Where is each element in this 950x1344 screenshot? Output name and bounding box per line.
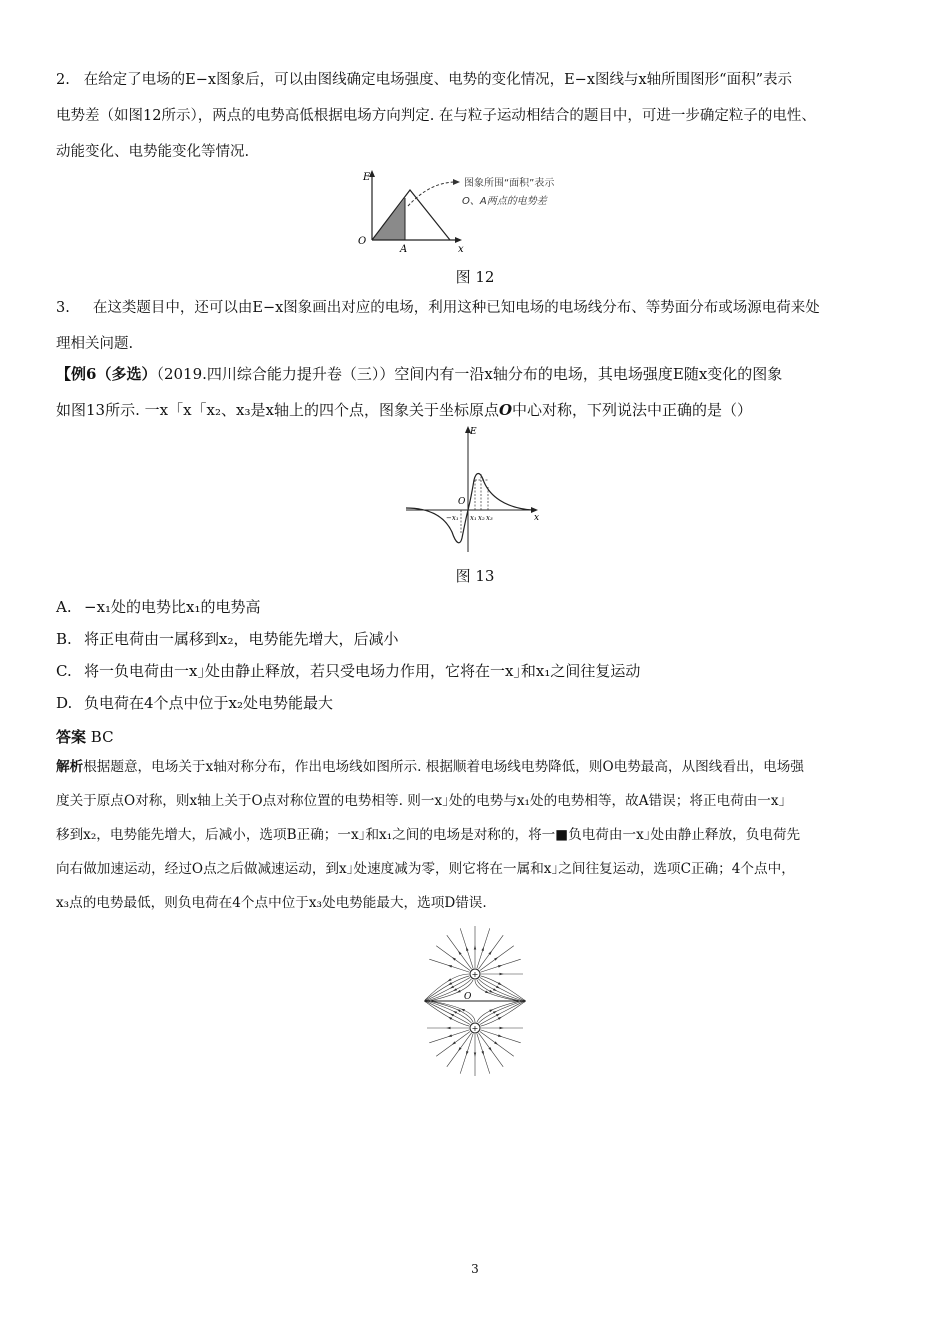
field-line-arrow [500,973,504,975]
field-line-arrow [498,965,502,968]
field-line-arrow [500,1027,504,1029]
field-line-arrow [448,1017,452,1020]
field-line-arrow [498,982,502,985]
e-axis-label: E [363,172,371,183]
option-a [56,596,261,617]
field-line-arrow [448,965,452,968]
field-line [479,979,526,1002]
field-line-arrow [496,986,500,989]
figure-12-graph [350,168,610,260]
field-line-arrow [447,978,451,981]
analysis-label: 解析 [56,759,84,775]
field-line-arrow [453,1011,457,1014]
paragraph-2-line-3: 动能变化、电势能变化等情况. [56,144,250,160]
example-6-line-1: 【例6（多选）（2019.四川综合能力提升卷（三））空间内有一沿x轴分布的电场，其电场强度E随x变化的图象 [56,365,783,383]
annotation-pointer-arrow [453,179,460,185]
field-line-arrow [448,1034,452,1037]
figure-12-caption: 图 12 [455,268,495,286]
tick-label-neg-x1: −x₁ [446,514,459,522]
origin-symbol: O [498,401,513,419]
option-c [56,660,640,681]
point-a-label: A [400,244,408,255]
field-line-arrow [457,1009,461,1012]
field-lines-figure [420,922,530,1080]
option-d [56,692,333,713]
x-axis-label: x [534,513,540,523]
paragraph-2 [56,62,896,170]
field-line-arrow [496,1014,500,1017]
paragraph-2-line-2: 电势差（如图12所示），两点的电势高低根据电场方向判定. 在与粒子运动相结合的题目中，可进一步确定粒子的电性、 [56,108,816,124]
x-axis-label: x [458,244,464,255]
analysis-line-3: 移到x₂，电势能先增大，后减小，选项B正确；一x｣和x₁之间的电场是对称的，将一■负电荷由一x｣处由静止释放，负电荷先 [56,827,801,843]
field-line-arrow [457,990,461,993]
option-c-label: C. [56,662,72,680]
figure-13-graph [400,422,550,557]
field-line-arrow [498,1034,502,1037]
upper-charge-sign: + [471,970,479,979]
e-x-curve [406,474,532,543]
field-line [477,1000,525,1022]
origin-label: O [358,236,367,247]
field-line-arrow [448,982,452,985]
field-line-arrow [453,988,457,991]
field-line-arrow [481,1051,484,1055]
field-line-arrow [493,988,497,991]
field-line-arrow [450,1014,454,1017]
answer-value: BC [90,728,114,746]
option-b [56,628,398,649]
field-line-arrow [489,1009,493,1012]
field-line-arrow [498,1017,502,1020]
option-b-text: 将正电荷由一属移到x₂，电势能先增大，后减小 [84,630,399,648]
option-c-text: 将一负电荷由一x｣处由静止释放，若只受电场力作用，它将在一x｣和x₁之间往复运动 [84,662,641,680]
tick-label-x3: x₃ [486,514,493,522]
field-line [425,1001,469,1026]
field-line [425,976,469,1001]
tick-label-x2: x₂ [478,514,485,522]
paragraph-3-number: 3. [56,300,70,316]
example-tag: 例6（多选） [71,365,157,383]
field-line [425,1000,472,1023]
paragraph-3-line-2: 理相关问题. [56,336,134,352]
analysis-line-4: 向右做加速运动，经过O点之后做减速运动，到x｣处速度减为零，则它将在一属和x｣之间往复运动，选项C正确；4个点中， [56,861,795,877]
analysis [56,750,896,920]
field-line-arrow [481,947,484,951]
tick-label-x1: x₁ [470,514,477,522]
x-axis-arrow [455,237,462,243]
analysis-line-5: x₃点的电势最低，则负电荷在4个点中位于x₃处电势能最大，选项D错误. [56,895,487,911]
analysis-line-1: 解析根据题意，电场关于x轴对称分布，作出电场线如图所示. 根据顺着电场线电势降低，则O电势最高，从图线看出，电场强 [56,759,804,775]
field-line-arrow [466,947,469,951]
example-6 [56,356,896,428]
analysis-line-2: 度关于原点O对称，则x轴上关于O点对称位置的电势相等. 则一x｣处的电势与x₁处的电势相等，故A错误；将正电荷由一x｣ [56,793,786,809]
field-line-arrow [489,990,493,993]
field-line-arrow [450,986,454,989]
paragraph-3 [56,290,896,362]
paragraph-3-line-1: 3. 在这类题目中，还可以由E−x图象画出对应的电场，利用这种已知电场的电场线分布、等势面分布或场源电荷来处 [56,300,820,316]
annotation-pointer [408,182,456,206]
page-number: 3 [471,1262,479,1276]
field-line [481,976,525,1001]
answer [56,726,114,747]
field-line-arrow [485,991,489,994]
lower-charge-sign: + [471,1024,479,1033]
field-origin-label: O [464,992,472,1002]
origin-label: O [458,497,466,507]
paragraph-2-number: 2. [56,72,70,88]
option-d-text: 负电荷在4个点中位于x₂处电势能最大 [84,694,334,712]
field-line-arrow [474,1053,476,1057]
annotation-text-1: 图象所围“面积”表示 [464,178,555,189]
field-line-arrow [461,1009,465,1012]
answer-label: 答案 [56,728,87,746]
field-line [481,1001,525,1026]
field-line-arrow [493,1011,497,1014]
field-line [479,1000,526,1023]
paragraph-2-line-1: 2. 在给定了电场的E−x图象后，可以由图线确定电场强度、电势的变化情况，E−x图线与x轴所围图形“面积”表示 [56,72,792,88]
option-d-label: D. [56,694,73,712]
option-a-label: A. [56,598,72,616]
e-axis-label: E [470,427,477,437]
option-b-label: B. [56,630,72,648]
example-6-line-2: 如图13所示. 一x「x「x₂、x₃是x轴上的四个点，图象关于坐标原点O中心对称，下列说法中正确的是（） [56,401,753,419]
option-a-text: −x₁处的电势比x₁的电势高 [84,598,261,616]
annotation-text-2: O、A两点的电势差 [462,196,547,207]
figure-13-caption: 图 13 [455,567,495,585]
field-line-arrow [466,1051,469,1055]
field-line-arrow [446,1027,450,1029]
example-bracket: 【 [56,365,72,383]
field-line-arrow [474,945,476,949]
